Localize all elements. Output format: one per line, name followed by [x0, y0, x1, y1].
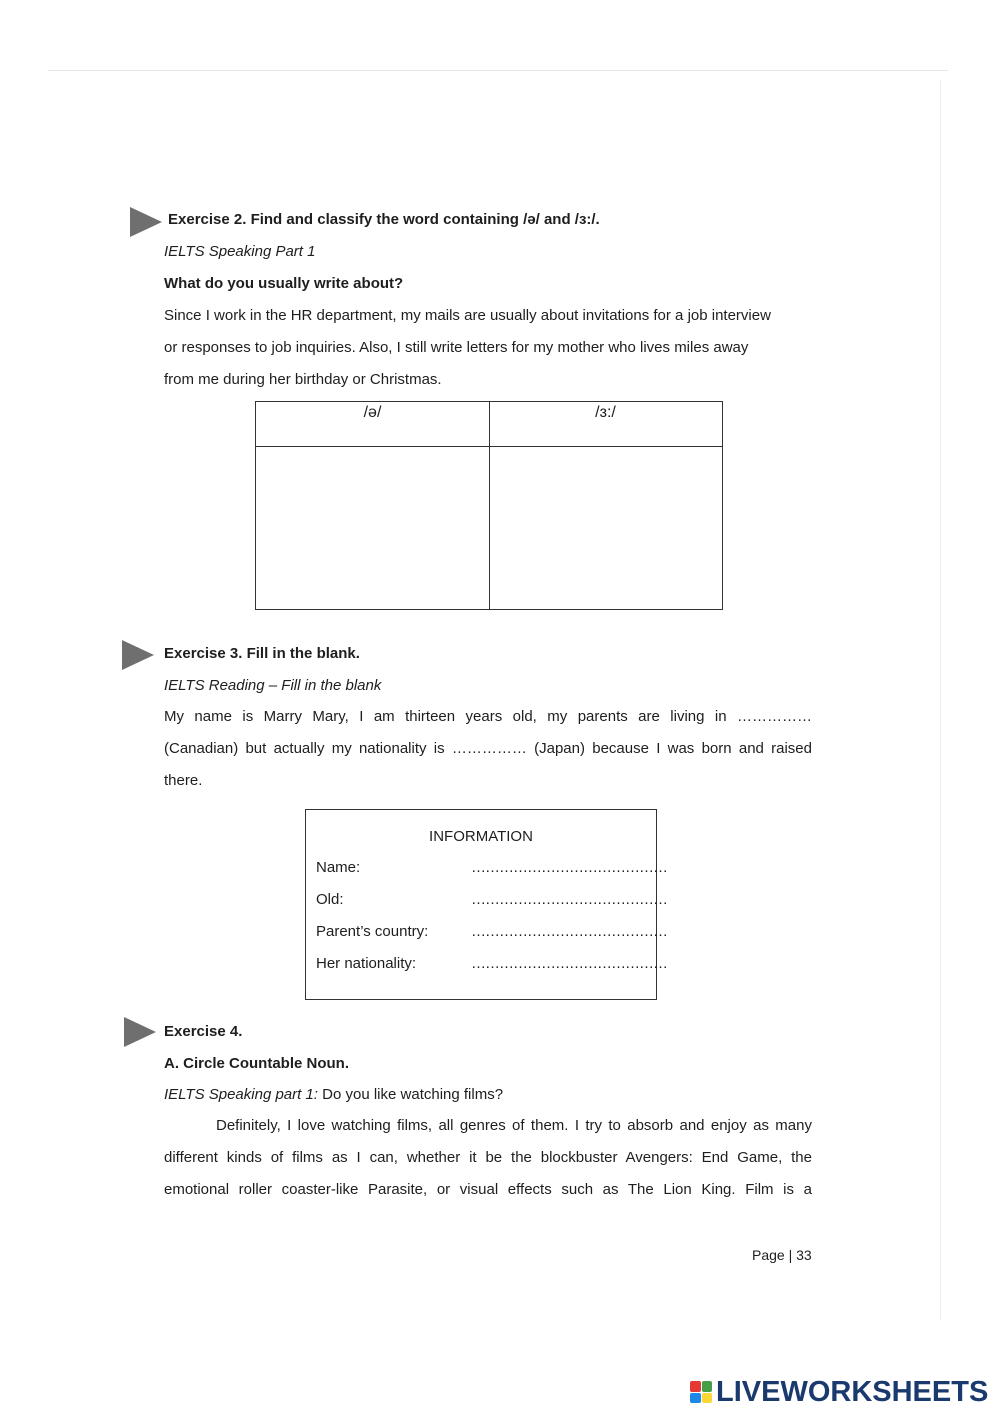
page-right-edge	[940, 80, 941, 1320]
info-blank-name[interactable]: ……………………………………	[471, 859, 667, 876]
exercise2-heading: Exercise 2. Find and classify the word containing /ə/ and /ɜ:/.	[168, 211, 600, 228]
exercise4-subtitle-question: Do you like watching films?	[322, 1086, 504, 1103]
info-blank-nationality[interactable]: ……………………………………	[471, 955, 667, 972]
exercise4-subtitle: IELTS Speaking part 1:	[164, 1086, 318, 1103]
classify-table	[255, 401, 723, 610]
exercise2-para-line: or responses to job inquiries. Also, I still write letters for my mother who lives miles away	[164, 339, 749, 356]
exercise2-para-line: from me during her birthday or Christmas.	[164, 371, 442, 388]
info-label-parent-country: Parent’s country:	[316, 923, 429, 940]
logo-square	[690, 1381, 701, 1392]
table-header-schwa: /ə/	[363, 404, 382, 421]
liveworksheets-watermark	[690, 1376, 988, 1408]
exercise3-para-line: there.	[164, 772, 203, 789]
arrow-icon	[128, 205, 166, 239]
info-label-name: Name:	[316, 859, 361, 876]
info-blank-old[interactable]: ……………………………………	[471, 891, 667, 908]
arrow-icon	[120, 638, 158, 672]
table-cell-er[interactable]	[491, 447, 722, 609]
exercise4-para-line: different kinds of films as I can, whether it be the blockbuster Avengers: End Game, the	[164, 1149, 812, 1166]
exercise3-para-line: My name is Marry Mary, I am thirteen years old, my parents are living in ……………	[164, 708, 812, 725]
liveworksheets-brand: LIVEWORKSHEETS	[716, 1375, 989, 1408]
logo-square	[690, 1393, 701, 1404]
exercise4-para-line: emotional roller coaster-like Parasite, or visual effects such as The Lion King. Film is a	[164, 1181, 812, 1198]
table-header-er: /ɜ:/	[595, 404, 616, 421]
exercise2-subtitle: IELTS Speaking Part 1	[164, 243, 316, 260]
exercise3-subtitle: IELTS Reading – Fill in the blank	[164, 677, 382, 694]
info-blank-parent-country[interactable]: ……………………………………	[471, 923, 667, 940]
logo-square	[702, 1381, 713, 1392]
logo-square	[702, 1393, 713, 1404]
info-label-old: Old:	[316, 891, 344, 908]
information-box	[305, 809, 667, 1000]
page-top-edge	[48, 70, 948, 71]
page-number: Page | 33	[752, 1247, 812, 1263]
liveworksheets-logo-icon	[690, 1381, 712, 1403]
table-cell-schwa[interactable]	[257, 447, 488, 609]
exercise4-heading: Exercise 4.	[164, 1023, 243, 1040]
exercise2-question: What do you usually write about?	[164, 275, 404, 292]
information-title: INFORMATION	[429, 828, 533, 845]
table-divider	[489, 402, 490, 609]
exercise4-para-line: Definitely, I love watching films, all genres of them. I try to absorb and enjoy as many	[216, 1117, 812, 1134]
exercise3-heading: Exercise 3. Fill in the blank.	[164, 645, 360, 662]
exercise3-para-line: (Canadian) but actually my nationality is …………… (Japan) because I was born and raised	[164, 740, 812, 757]
info-label-nationality: Her nationality:	[316, 955, 417, 972]
exercise4-subtitle-line	[164, 1085, 503, 1105]
arrow-icon	[122, 1015, 160, 1049]
exercise2-para-line: Since I work in the HR department, my mails are usually about invitations for a job interview	[164, 307, 771, 324]
exercise4-part-a: A. Circle Countable Noun.	[164, 1055, 350, 1072]
